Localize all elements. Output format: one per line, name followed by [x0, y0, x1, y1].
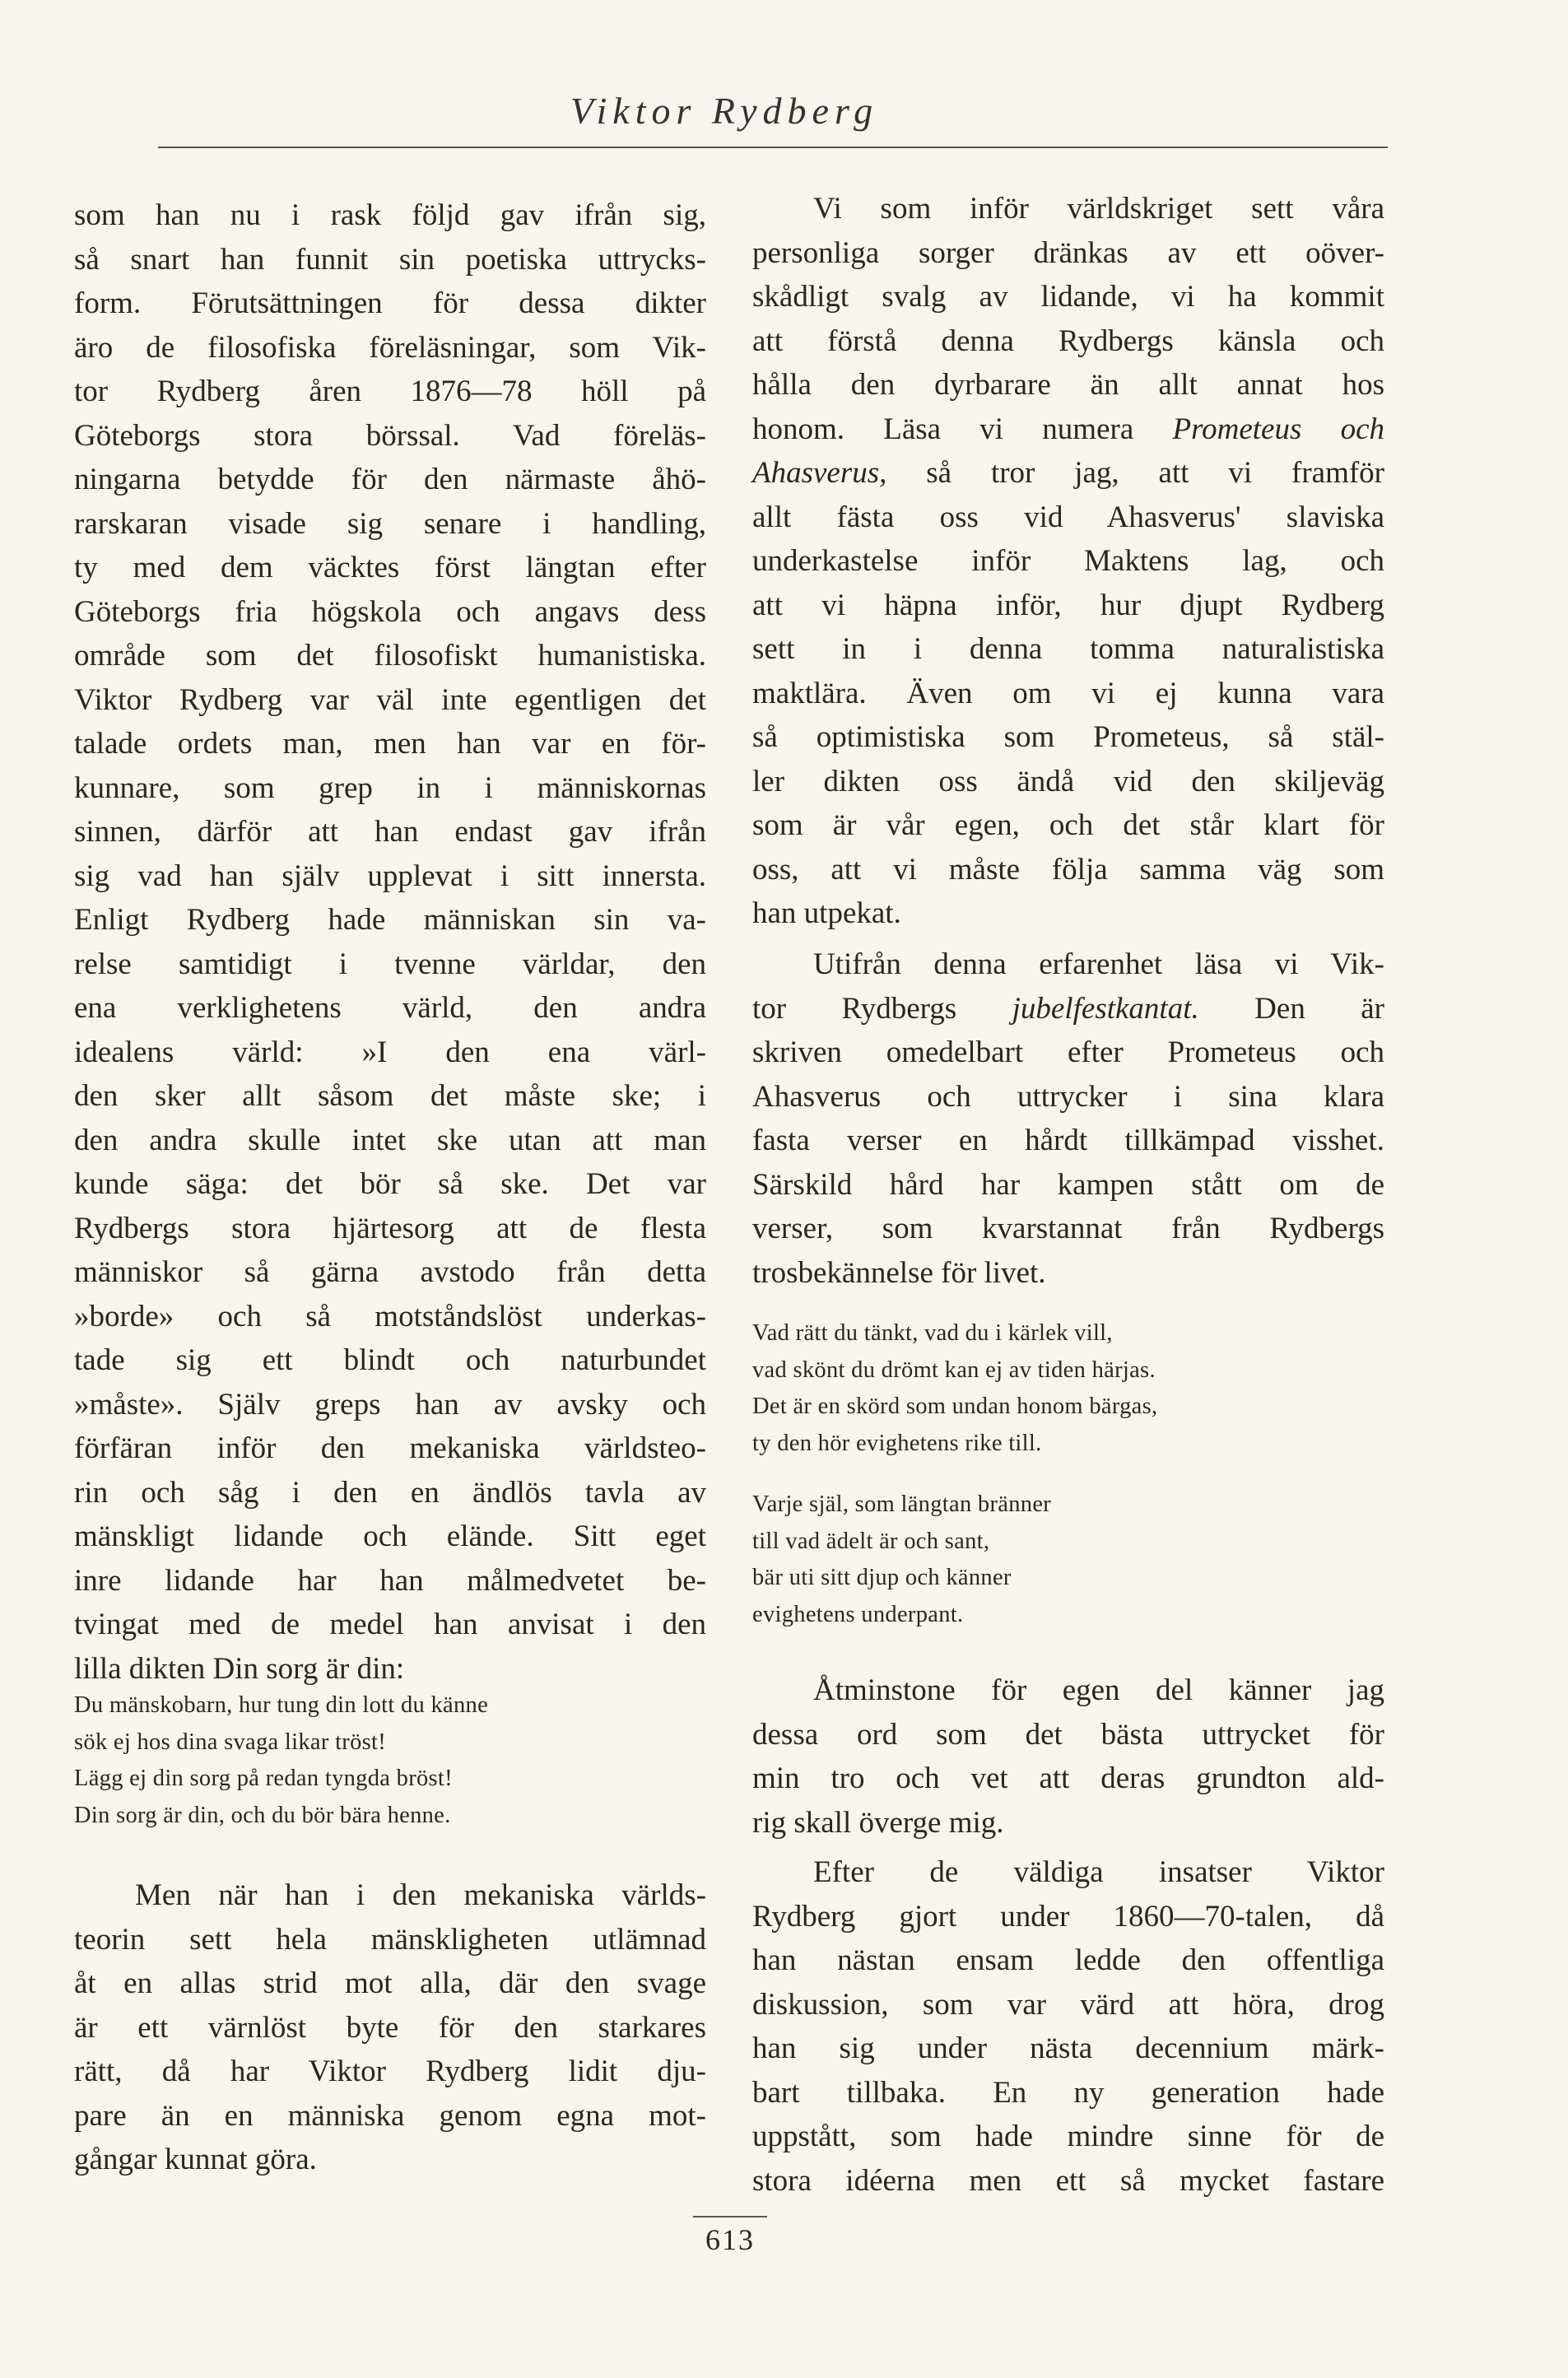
- text-line: rätt, då har Viktor Rydberg lidit dju-: [74, 2055, 706, 2088]
- text-line: Enligt Rydberg hade människan sin va-: [74, 903, 706, 937]
- text-segment: honom. Läsa vi numera: [752, 412, 1173, 446]
- paragraph: [752, 187, 1384, 936]
- text-line: rin och såg i den en ändlös tavla av: [74, 1475, 706, 1510]
- text-line: skådligt svalg av lidande, vi ha kommit: [752, 280, 1384, 314]
- text-line: som är vår egen, och det står klart för: [752, 808, 1384, 842]
- text-line: ena verklighetens värld, den andra: [74, 991, 706, 1025]
- text-line: den andra skulle intet ske utan att man: [74, 1123, 706, 1157]
- text-line: Du mänskobarn, hur tung din lott du känne: [74, 1692, 489, 1718]
- text-line: Rydberg gjort under 1860—70-talen, då: [752, 1899, 1384, 1934]
- text-line: idealens värld: »I den ena värl-: [74, 1035, 706, 1069]
- text-line: oss, att vi måste följa samma väg som: [752, 852, 1384, 887]
- text-line: tor Rydberg åren 1876—78 höll på: [74, 375, 706, 408]
- text-line: maktlära. Även om vi ej kunna vara: [752, 676, 1384, 710]
- text-line: ler dikten oss ändå vid den skiljeväg: [752, 764, 1384, 798]
- paragraph: [752, 1668, 1384, 1845]
- text-line: mänskligt lidande och elände. Sitt eget: [74, 1519, 706, 1553]
- text-line: fasta verser en hårdt tillkämpad visshet.: [752, 1124, 1384, 1157]
- header-rule: [158, 147, 1388, 148]
- text-line: »måste». Själv greps han av avsky och: [74, 1387, 706, 1422]
- text-line: Lägg ej din sorg på redan tyngda bröst!: [74, 1766, 453, 1791]
- text-line: bär uti sitt djup och känner: [752, 1565, 1012, 1590]
- text-line: uppstått, som hade mindre sinne för de: [752, 2120, 1384, 2153]
- text-line: Särskild hård har kampen stått om de: [752, 1167, 1384, 1202]
- text-line: är ett värnlöst byte för den starkares: [74, 2010, 706, 2045]
- text-line: som han nu i rask följd gav ifrån sig,: [74, 198, 706, 232]
- text-line: Göteborgs fria högskola och angavs dess: [74, 594, 706, 629]
- text-line: Göteborgs stora börssal. Vad föreläs-: [74, 418, 706, 453]
- text-line: gångar kunnat göra.: [74, 2143, 317, 2176]
- text-line: Vi som inför världskriget sett våra: [813, 192, 1384, 226]
- verse-quote: [752, 1315, 1384, 1462]
- text-line: relse samtidigt i tvenne världar, den: [74, 947, 706, 981]
- text-line: Vad rätt du tänkt, vad du i kärlek vill,: [752, 1320, 1113, 1346]
- text-line: att vi häpna inför, hur djupt Rydberg: [752, 588, 1384, 622]
- verse-quote: [752, 1487, 1384, 1633]
- text-line: Men när han i den mekaniska världs-: [135, 1878, 706, 1912]
- text-line: bart tillbaka. En ny generation hade: [752, 2075, 1384, 2110]
- paragraph: [752, 942, 1384, 1295]
- text-line: till vad ädelt är och sant,: [752, 1528, 990, 1554]
- text-line: [752, 987, 1384, 1031]
- text-line: sinnen, därför att han endast gav ifrån: [74, 815, 706, 849]
- text-line: människor så gärna avstodo från detta: [74, 1255, 706, 1289]
- text-line: Din sorg är din, och du bör bära henne.: [74, 1802, 451, 1828]
- text-line: pare än en människa genom egna mot-: [74, 2098, 706, 2133]
- italic-title: jubelfestkantat.: [1012, 991, 1199, 1026]
- text-line: sett in i denna tomma naturalistiska: [752, 632, 1384, 666]
- text-line: Ahasverus och uttrycker i sina klara: [752, 1079, 1384, 1114]
- text-line: han utpekat.: [752, 896, 901, 930]
- text-line: den sker allt såsom det måste ske; i: [74, 1079, 706, 1113]
- text-line: tvingat med de medel han anvisat i den: [74, 1608, 706, 1641]
- text-line: teorin sett hela mänskligheten utlämnad: [74, 1922, 706, 1957]
- page-number-rule: [693, 2216, 767, 2217]
- text-line: Rydbergs stora hjärtesorg att de flesta: [74, 1211, 706, 1245]
- text-line: min tro och vet att deras grundton ald-: [752, 1761, 1384, 1795]
- text-line: kunnare, som grep in i människornas: [74, 770, 706, 805]
- italic-title: Ahasverus,: [752, 456, 887, 490]
- text-line: lilla dikten Din sorg är din:: [74, 1651, 405, 1686]
- text-line: så optimistiska som Prometeus, så stäl-: [752, 720, 1384, 754]
- text-line: hålla den dyrbarare än allt annat hos: [752, 368, 1384, 402]
- text-line: Åtminstone för egen del känner jag: [813, 1673, 1384, 1707]
- italic-title: Prometeus och: [1172, 412, 1384, 446]
- text-line: dessa ord som det bästa uttrycket för: [752, 1717, 1384, 1752]
- text-line: inre lidande har han målmedvetet be-: [74, 1563, 706, 1598]
- text-line: sök ej hos dina svaga likar tröst!: [74, 1729, 387, 1755]
- text-line: stora idéerna men ett så mycket fastare: [752, 2163, 1384, 2198]
- text-line: förfäran inför den mekaniska världsteo-: [74, 1431, 706, 1465]
- text-line: underkastelse inför Maktens lag, och: [752, 544, 1384, 578]
- paragraph: [752, 1850, 1384, 2203]
- text-line: talade ordets man, men han var en för-: [74, 727, 706, 761]
- text-line: Efter de väldiga insatser Viktor: [813, 1855, 1384, 1889]
- text-line: åt en allas strid mot alla, där den svage: [74, 1966, 706, 2000]
- text-segment: så tror jag, att vi framför: [886, 456, 1384, 490]
- text-line: ty den hör evighetens rike till.: [752, 1430, 1042, 1456]
- page-number: 613: [705, 2223, 755, 2256]
- text-line: sig vad han själv upplevat i sitt innersta.: [74, 859, 706, 893]
- text-line: Varje själ, som längtan bränner: [752, 1491, 1052, 1517]
- text-line: Det är en skörd som undan honom bärgas,: [752, 1394, 1158, 1419]
- text-line: diskussion, som var värd att höra, drog: [752, 1987, 1384, 2022]
- verse-quote: [74, 1687, 706, 1834]
- text-line: han nästan ensam ledde den offentliga: [752, 1943, 1384, 1977]
- text-line: [752, 451, 1384, 496]
- text-line: Viktor Rydberg var väl inte egentligen det: [74, 682, 706, 717]
- text-line: kunde säga: det bör så ske. Det var: [74, 1167, 706, 1201]
- text-line: verser, som kvarstannat från Rydbergs: [752, 1212, 1384, 1245]
- text-line: område som det filosofiskt humanistiska.: [74, 639, 706, 672]
- text-line: tade sig ett blindt och naturbundet: [74, 1343, 706, 1377]
- text-line: Utifrån denna erfarenhet läsa vi Vik-: [813, 947, 1384, 981]
- text-segment: Den är: [1198, 991, 1384, 1026]
- text-line: ningarna betydde för den närmaste åhö-: [74, 463, 706, 496]
- text-line: »borde» och så motståndslöst underkas-: [74, 1299, 706, 1333]
- text-line: rarskaran visade sig senare i handling,: [74, 506, 706, 541]
- text-line: form. Förutsättningen för dessa dikter: [74, 286, 706, 320]
- paragraph: [74, 1873, 706, 2182]
- text-line: ty med dem väcktes först längtan efter: [74, 551, 706, 584]
- text-line: att förstå denna Rydbergs känsla och: [752, 323, 1384, 358]
- text-line: han sig under nästa decennium märk-: [752, 2031, 1384, 2065]
- text-line: så snart han funnit sin poetiska uttrycks-: [74, 242, 706, 277]
- text-line: äro de filosofiska föreläsningar, som Vik-: [74, 330, 706, 365]
- text-line: evighetens underpant.: [752, 1601, 964, 1627]
- text-line: [752, 407, 1384, 452]
- paragraph: [74, 193, 706, 1691]
- text-line: allt fästa oss vid Ahasverus' slaviska: [752, 500, 1384, 534]
- text-line: rig skall överge mig.: [752, 1805, 1004, 1840]
- text-line: vad skönt du drömt kan ej av tiden härjas.: [752, 1357, 1156, 1383]
- text-line: skriven omedelbart efter Prometeus och: [752, 1035, 1384, 1069]
- text-segment: tor Rydbergs: [752, 991, 1012, 1026]
- running-title: Viktor Rydberg: [570, 90, 879, 132]
- text-line: trosbekännelse för livet.: [752, 1255, 1046, 1290]
- text-line: personliga sorger dränkas av ett oöver-: [752, 235, 1384, 270]
